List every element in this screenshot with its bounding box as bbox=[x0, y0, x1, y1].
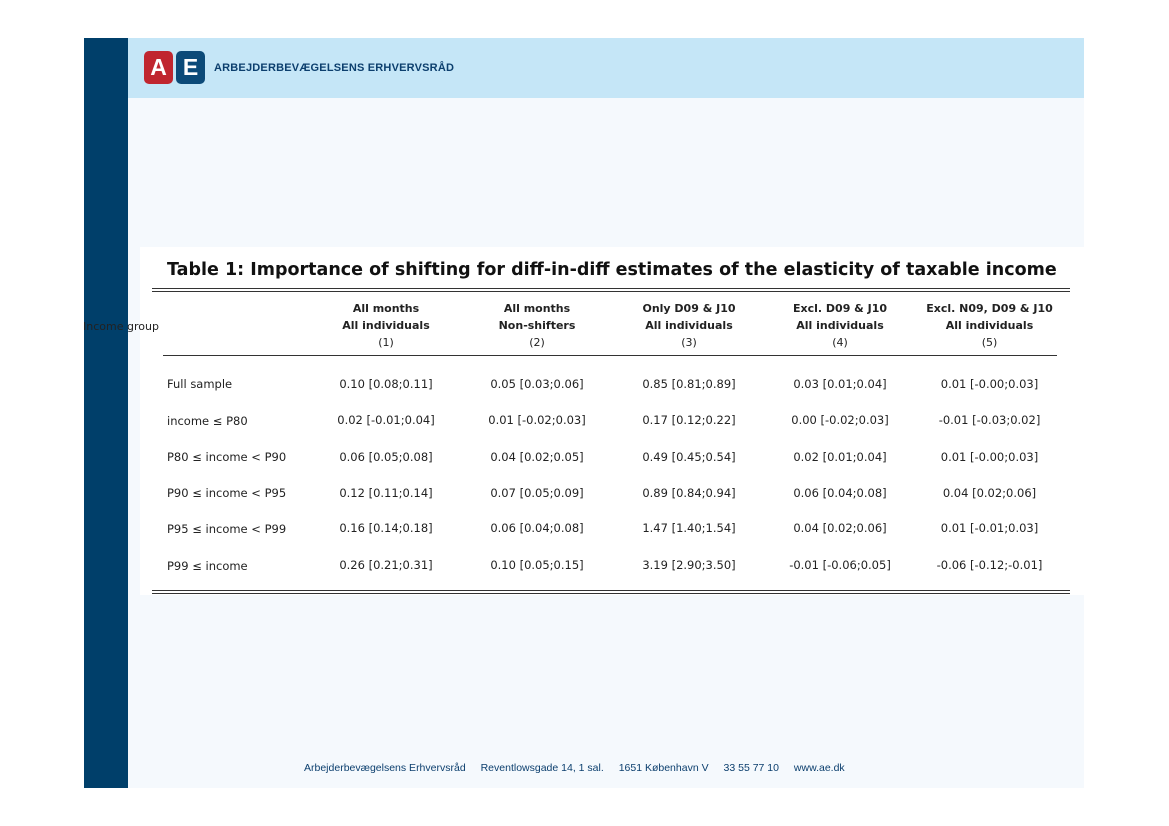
row-header-label: Income group bbox=[83, 320, 159, 333]
table-cell: 0.01 [-0.00;0.03] bbox=[940, 377, 1039, 391]
column-header-4-number: (4) bbox=[832, 336, 848, 349]
column-header-2-line1: All months bbox=[503, 302, 571, 315]
table-cell: 0.04 [0.02;0.05] bbox=[490, 450, 584, 464]
header-rule bbox=[163, 355, 1057, 356]
table-cell: 0.01 [-0.01;0.03] bbox=[940, 521, 1039, 535]
column-header-1-line1: All months bbox=[352, 302, 420, 315]
table-cell: 0.06 [0.05;0.08] bbox=[339, 450, 433, 464]
table-cell: 0.02 [0.01;0.04] bbox=[793, 450, 887, 464]
table-cell: 0.07 [0.05;0.09] bbox=[490, 486, 584, 500]
table-cell: 0.10 [0.08;0.11] bbox=[339, 377, 433, 391]
column-header-3 bbox=[619, 300, 759, 351]
column-header-4 bbox=[770, 300, 910, 351]
table-cell: 3.19 [2.90;3.50] bbox=[642, 558, 736, 572]
table-cell: 1.47 [1.40;1.54] bbox=[642, 521, 736, 535]
logo-letter-e: E bbox=[176, 51, 205, 84]
table-cell: 0.02 [-0.01;0.04] bbox=[337, 413, 435, 427]
table-cell: 0.26 [0.21;0.31] bbox=[339, 558, 433, 572]
table-cell: 0.06 [0.04;0.08] bbox=[793, 486, 887, 500]
table-cell: 0.05 [0.03;0.06] bbox=[490, 377, 584, 391]
column-header-3-line1: Only D09 & J10 bbox=[642, 302, 736, 315]
table-cell: 0.06 [0.04;0.08] bbox=[490, 521, 584, 535]
table-cell: 0.00 [-0.02;0.03] bbox=[791, 413, 889, 427]
footer-website-link[interactable]: www.ae.dk bbox=[793, 762, 845, 774]
column-header-4-line2: All individuals bbox=[796, 319, 884, 332]
row-label-p99: P99 ≤ income bbox=[167, 559, 248, 573]
row-label-p90-p95: P90 ≤ income < P95 bbox=[167, 486, 287, 500]
column-header-5-line1: Excl. N09, D09 & J10 bbox=[926, 302, 1053, 315]
footer-organization: Arbejderbevægelsens Erhvervsråd bbox=[304, 762, 466, 774]
table-cell: 0.89 [0.84;0.94] bbox=[642, 486, 736, 500]
organization-logo bbox=[144, 50, 454, 85]
table-cell: 0.04 [0.02;0.06] bbox=[942, 486, 1037, 500]
table-bottom-rule bbox=[152, 590, 1070, 594]
row-label-full-sample: Full sample bbox=[167, 377, 233, 391]
column-header-1-number: (1) bbox=[378, 336, 394, 349]
column-header-5-line2: All individuals bbox=[945, 319, 1034, 332]
footer-phone: 33 55 77 10 bbox=[723, 762, 779, 774]
table-cell: 0.49 [0.45;0.54] bbox=[642, 450, 736, 464]
table-cell: -0.01 [-0.03;0.02] bbox=[938, 413, 1041, 427]
table-cell: -0.01 [-0.06;0.05] bbox=[789, 558, 891, 572]
footer-contact bbox=[304, 762, 904, 774]
table-top-rule bbox=[152, 288, 1070, 292]
column-header-5-number: (5) bbox=[981, 336, 998, 349]
table-cell: -0.06 [-0.12;-0.01] bbox=[936, 558, 1043, 572]
table-cell: 0.01 [-0.00;0.03] bbox=[940, 450, 1039, 464]
table-cell: 0.04 [0.02;0.06] bbox=[793, 521, 887, 535]
column-header-4-line1: Excl. D09 & J10 bbox=[793, 302, 887, 315]
column-header-5 bbox=[912, 300, 1067, 351]
table-title: Table 1: Importance of shifting for diff-in-diff estimates of the elasticity of taxable income bbox=[167, 260, 1057, 280]
row-label-p80-p90: P80 ≤ income < P90 bbox=[167, 450, 287, 464]
column-header-1-line2: All individuals bbox=[342, 319, 430, 332]
table-cell: 0.16 [0.14;0.18] bbox=[339, 521, 433, 535]
table-cell: 0.10 [0.05;0.15] bbox=[490, 558, 584, 572]
footer-city: 1651 København V bbox=[618, 762, 709, 774]
sidebar-stripe bbox=[84, 38, 128, 788]
column-header-1 bbox=[316, 300, 456, 351]
column-header-2-number: (2) bbox=[529, 336, 545, 349]
organization-name: ARBEJDERBEVÆGELSENS ERHVERVSRÅD bbox=[214, 61, 455, 74]
footer-address: Reventlowsgade 14, 1 sal. bbox=[480, 762, 604, 774]
table-cell: 0.12 [0.11;0.14] bbox=[339, 486, 433, 500]
table-cell: 0.17 [0.12;0.22] bbox=[642, 413, 736, 427]
column-header-3-line2: All individuals bbox=[645, 319, 733, 332]
table-cell: 0.85 [0.81;0.89] bbox=[642, 377, 736, 391]
logo-letter-a: A bbox=[144, 51, 173, 84]
column-header-2-line2: Non-shifters bbox=[498, 319, 576, 332]
row-label-p95-p99: P95 ≤ income < P99 bbox=[167, 522, 287, 536]
table-cell: 0.03 [0.01;0.04] bbox=[793, 377, 887, 391]
table-cell: 0.01 [-0.02;0.03] bbox=[488, 413, 586, 427]
column-header-3-number: (3) bbox=[681, 336, 697, 349]
row-label-p80: income ≤ P80 bbox=[167, 414, 248, 428]
column-header-2 bbox=[467, 300, 607, 351]
